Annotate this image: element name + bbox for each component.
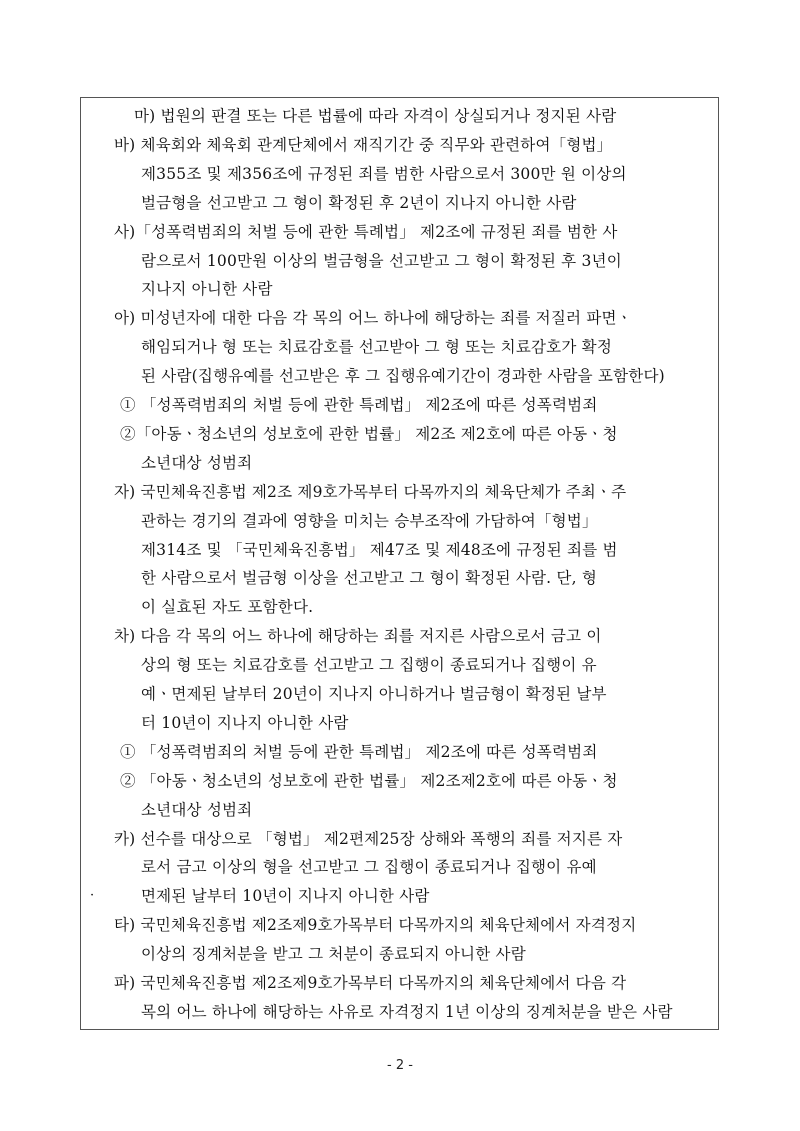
text-line: 해임되거나 형 또는 치료감호를 선고받아 그 형 또는 치료감호가 확정 <box>141 338 612 357</box>
text-line: 된 사람(집행유예를 선고받은 후 그 집행유예기간이 경과한 사람을 포함한다) <box>141 367 665 386</box>
text-line: 마) 법원의 판결 또는 다른 법률에 따라 자격이 상실되거나 정지된 사람 <box>134 107 617 125</box>
text-line: 자) 국민체육진흥법 제2조 제9호가목부터 다목까지의 체육단체가 주최ㆍ주 <box>114 482 627 501</box>
text-line: 이상의 징계처분을 받고 그 처분이 종료되지 아니한 사람 <box>141 945 526 964</box>
text-line: 바) 체육회와 체육회 관계단체에서 재직기간 중 직무와 관련하여「형법」 <box>114 135 613 154</box>
text-line: 한 사람으로서 벌금형 이상을 선고받고 그 형이 확정된 사람. 단, 형 <box>141 569 598 588</box>
text-line: 터 10년이 지나지 아니한 사람 <box>141 713 349 732</box>
page-number: - 2 - <box>387 1058 413 1073</box>
text-line: ① 「성폭력범죄의 처벌 등에 관한 특례법」 제2조에 따른 성폭력범죄 <box>120 396 598 414</box>
text-line: 지나지 아니한 사람 <box>141 280 273 299</box>
stray-mark: · <box>90 888 95 903</box>
text-line: 면제된 날부터 10년이 지나지 아니한 사람 <box>141 887 430 906</box>
text-line: 사)「성폭력범죄의 처벌 등에 관한 특례법」 제2조에 규정된 죄를 범한 사 <box>114 222 618 241</box>
text-line: 람으로서 100만원 이상의 벌금형을 선고받고 그 형이 확정된 후 3년이 <box>141 251 622 270</box>
text-line: 제355조 및 제356조에 규정된 죄를 범한 사람으로서 300만 원 이상의 <box>141 164 627 183</box>
text-line: ② 「아동ㆍ청소년의 성보호에 관한 법률」 제2조제2호에 따른 아동ㆍ청 <box>120 771 618 790</box>
text-line: 로서 금고 이상의 형을 선고받고 그 집행이 종료되거나 집행이 유예 <box>141 858 597 877</box>
text-line: 상의 형 또는 치료감호를 선고받고 그 집행이 종료되거나 집행이 유 <box>141 656 597 675</box>
text-line: 예ㆍ면제된 날부터 20년이 지나지 아니하거나 벌금형이 확정된 날부 <box>141 685 607 703</box>
text-line: 벌금형을 선고받고 그 형이 확정된 후 2년이 지나지 아니한 사람 <box>141 193 577 212</box>
text-line: 파) 국민체육진흥법 제2조제9호가목부터 다목까지의 체육단체에서 다음 각 <box>114 974 627 992</box>
text-line: 카) 선수를 대상으로 「형법」 제2편제25장 상해와 폭행의 죄를 저지른 자 <box>114 829 623 848</box>
text-line: 목의 어느 하나에 해당하는 사유로 자격정지 1년 이상의 징계처분을 받은 사람 <box>141 1002 673 1021</box>
text-line: 제314조 및 「국민체육진흥법」 제47조 및 제48조에 규정된 죄를 범 <box>141 540 618 559</box>
text-line: ① 「성폭력범죄의 처벌 등에 관한 특례법」 제2조에 따른 성폭력범죄 <box>120 742 598 761</box>
text-line: 관하는 경기의 결과에 영향을 미치는 승부조작에 가담하여「형법」 <box>141 511 598 530</box>
text-line: 소년대상 성범죄 <box>141 453 253 472</box>
text-line: 이 실효된 자도 포함한다. <box>141 598 314 617</box>
text-line: 타) 국민체육진흥법 제2조제9호가목부터 다목까지의 체육단체에서 자격정지 <box>114 916 637 935</box>
text-line: ②「아동ㆍ청소년의 성보호에 관한 법률」 제2조 제2호에 따른 아동ㆍ청 <box>120 424 618 443</box>
text-line: 아) 미성년자에 대한 다음 각 목의 어느 하나에 해당하는 죄를 저질러 파면ㆍ <box>114 309 632 328</box>
text-line: 차) 다음 각 목의 어느 하나에 해당하는 죄를 저지른 사람으로서 금고 이 <box>114 627 602 646</box>
text-line: 소년대상 성범죄 <box>141 800 253 819</box>
